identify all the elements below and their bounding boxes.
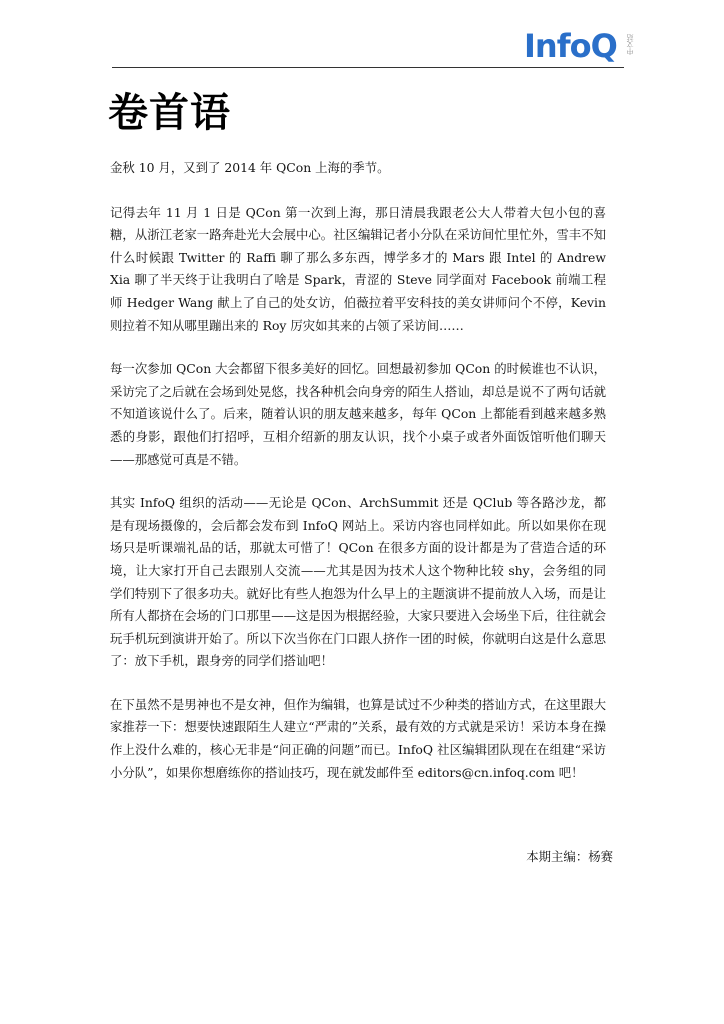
logo-text: InfoQ (524, 27, 617, 65)
paragraph-1: 金秋 10 月，又到了 2014 年 QCon 上海的季节。 (110, 160, 390, 175)
paragraph-4: 其实 InfoQ 组织的活动——无论是 QCon、ArchSummit 还是 QClub 等各路沙龙，都是有现场摄像的，会后都会发布到 InfoQ 网站上。采访内容也同样如此。所以如果你在现场只是听课端礼品的话，那就太可惜了！QCon 在很多方面的设计都是为了营造合适的环境，让大家打开自己去跟别人交流——尤其是因为技术人这个物种比较 shy，会务组的同学们特别下了很多功夫。就好比有些人抱怨为什么早上的主题演讲不提前放人入场，而是让所有人都挤在会场的门口那里——这是因为根据经验，大家只要进入会场坐下后，往往就会玩手机玩到演讲开始了。所以下次当你在门口跟人挤作一团的时候，你就明白这是什么意思了：放下手机，跟身旁的同学们搭讪吧！ (110, 495, 606, 669)
infoq-logo (524, 28, 634, 68)
paragraph-2: 记得去年 11 月 1 日是 QCon 第一次到上海，那日清晨我跟老公大人带着大包小包的喜糖，从浙江老家一路奔赴光大会展中心。社区编辑记者小分队在采访间忙里忙外，雪丰不知什么时候跟 Twitter 的 Raffi 聊了那么多东西，博学多才的 Mars 跟 Intel 的 Andrew Xia 聊了半天终于让我明白了啥是 Spark，青涩的 Steve 同学面对 Facebook 前端工程师 Hedger Wang 献上了自己的处女访，伯薇拉着平安科技的美女讲师问个不停，Kevin 则拉着不知从哪里蹦出来的 Roy 厉灾如其来的占领了采访间…… (110, 204, 606, 333)
logo-tag: 中文站 (626, 34, 634, 55)
header-divider (112, 67, 624, 68)
paragraph-3: 每一次参加 QCon 大会都留下很多美好的回忆。回想最初参加 QCon 的时候谁也不认识，采访完了之后就在会场到处晃悠，找各种机会向身旁的陌生人搭讪，却总是说不了两句话就不知道该说什么了。后来，随着认识的朋友越来越多，每年 QCon 上都能看到越来越多熟悉的身影，跟他们打招呼，互相介绍新的朋友认识，找个小桌子或者外面饭馆听他们聊天——那感觉可真是不错。 (110, 361, 606, 467)
paragraph-5: 在下虽然不是男神也不是女神，但作为编辑，也算是试过不少种类的搭讪方式，在这里跟大家推荐一下：想要快速跟陌生人建立“严肃的”关系，最有效的方式就是采访！采访本身在操作上没什么难的，核心无非是“问正确的问题”而已。InfoQ 社区编辑团队现在在组建“采访小分队”，如果你想磨练你的搭讪技巧，现在就发邮件至 editors@cn.infoq.com 吧！ (110, 696, 606, 780)
editorial-body (110, 157, 606, 805)
page-title: 卷首语 (108, 90, 231, 136)
editor-signature: 本期主编：杨赛 (526, 849, 613, 864)
